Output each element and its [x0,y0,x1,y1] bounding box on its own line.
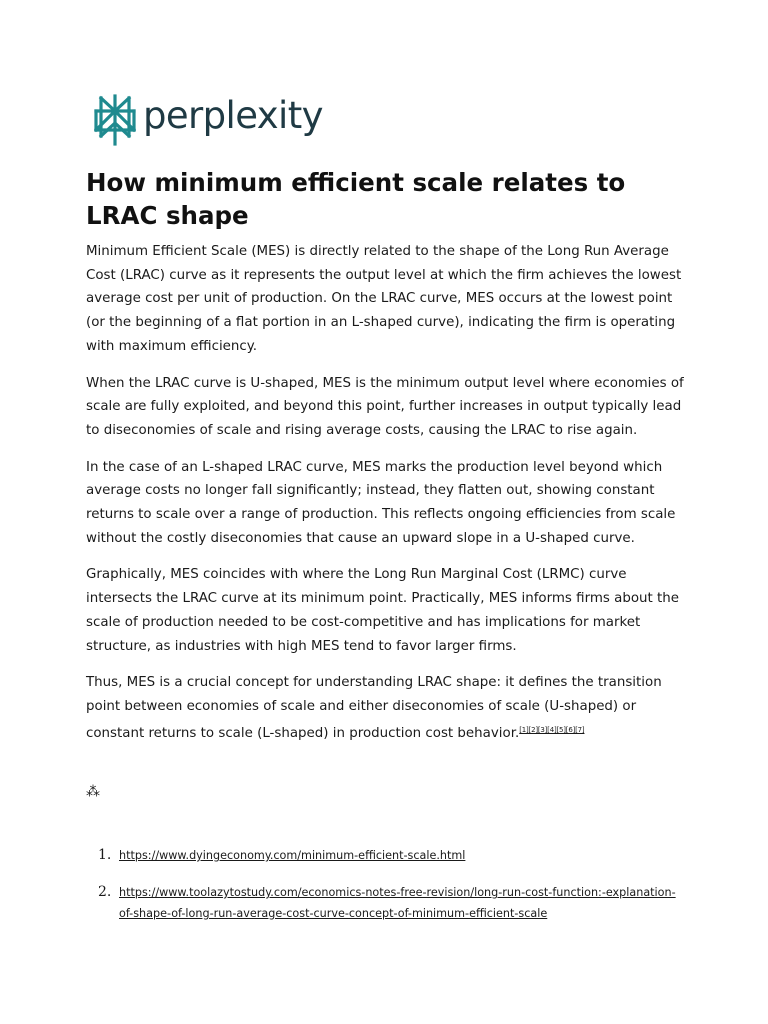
perplexity-logo [94,94,323,146]
reference-item [86,845,686,866]
paragraph: In the case of an L-shaped LRAC curve, MES marks the production level beyond which average costs no longer fall significantly; instead, they flatten out, showing constant returns to scale over a range of production. This reflects ongoing efficiencies from scale without the costly diseconomies that cause an upward slope in a U-shaped curve. [86,459,676,546]
brand-wordmark: perplexity [143,94,323,137]
paragraph: When the LRAC curve is U-shaped, MES is the minimum output level where economies of scale are fully exploited, and beyond this point, further increases in output typically lead to diseconomies of scale and rising average costs, causing the LRAC to rise again. [86,375,684,438]
reference-link[interactable]: https://www.toolazytostudy.com/economics-notes-free-revision/long-run-cost-function:-explanation-of-shape-of-long-run-average-cost-curve-concept-of-minimum-efficient-scale [119,886,676,920]
page-title: How minimum efficient scale relates to LRAC shape [86,168,626,230]
reference-list [86,845,686,940]
section-separator: ⁂ [86,784,100,800]
citation-links[interactable]: [1][2][3][4][5][6][7] [519,725,585,734]
paragraph: Graphically, MES coincides with where the Long Run Marginal Cost (LRMC) curve intersects the LRAC curve at its minimum point. Practically, MES informs firms about the scale of production needed to be cost-competitive and has implications for market structure, as industries with high MES tend to favor larger firms. [86,567,680,654]
paragraph: Minimum Efficient Scale (MES) is directly related to the shape of the Long Run Average Cost (LRAC) curve as it represents the output level at which the firm achieves the lowest average cost per unit of production. On the LRAC curve, MES occurs at the lowest point (or the beginning of a flat portion in an L-shaped curve), indicating the firm is operating with maximum efficiency. [86,244,682,354]
paragraph-text: Thus, MES is a crucial concept for understanding LRAC shape: it defines the transition point between economies of scale and either diseconomies of scale (U-shaped) or constant returns to scale (L-shaped) in production cost behavior. [86,675,662,741]
perplexity-logo-icon [94,94,136,146]
paragraph-last [86,671,686,745]
reference-item [86,882,686,924]
reference-link[interactable]: https://www.dyingeconomy.com/minimum-efficient-scale.html [119,849,466,862]
article-body [86,240,686,758]
reference-number: 1. [98,847,112,863]
reference-number: 2. [98,884,112,900]
